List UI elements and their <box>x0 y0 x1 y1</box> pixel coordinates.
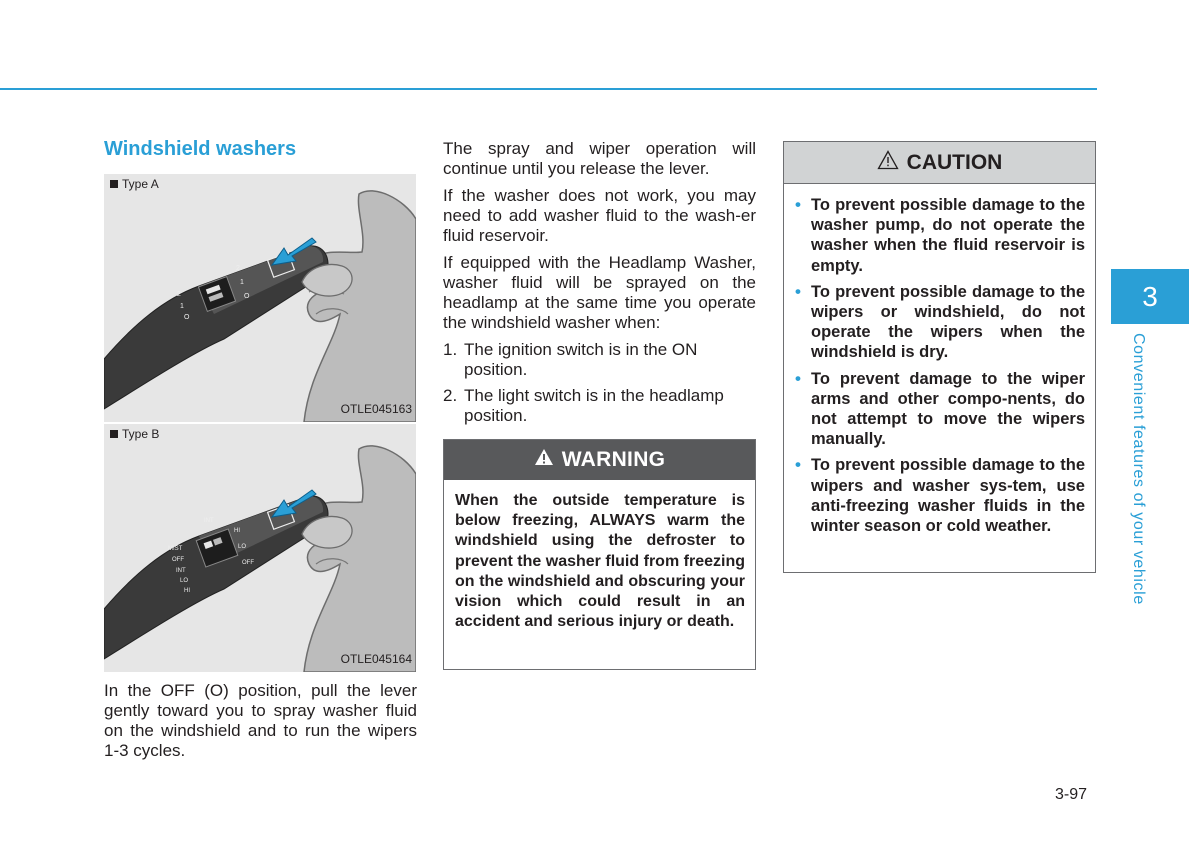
caution-triangle-icon <box>877 150 899 176</box>
chapter-tab: 3 <box>1111 269 1189 324</box>
svg-text:1: 1 <box>240 279 244 286</box>
figure-type-label: Type A <box>110 177 159 191</box>
svg-text:O: O <box>244 293 250 300</box>
svg-text:OFF: OFF <box>172 557 184 563</box>
caution-item: • To prevent damage to the wiper arms and other compo-nents, do not attempt to move the wipers manually. <box>795 368 1085 449</box>
svg-text:HI: HI <box>234 528 240 534</box>
svg-text:INT: INT <box>204 518 214 524</box>
wiper-lever-illustration-a <box>104 174 416 422</box>
list-item: 1. The ignition switch is in the ON position. <box>443 340 698 379</box>
svg-text:LO: LO <box>180 578 189 584</box>
caution-box <box>783 141 1096 573</box>
caution-title: CAUTION <box>906 150 1003 174</box>
svg-text:1: 1 <box>180 303 184 310</box>
page-number: 3-97 <box>1055 786 1088 803</box>
caution-list <box>784 184 1095 536</box>
svg-text:MIST: MIST <box>168 546 183 552</box>
middle-column <box>443 139 756 432</box>
top-rule <box>0 88 1097 90</box>
warning-box <box>443 439 756 670</box>
section-title: Windshield washers <box>104 138 297 160</box>
figure-type-b <box>104 424 416 672</box>
caution-header <box>784 142 1095 184</box>
svg-text:O: O <box>184 314 190 321</box>
figure-type-label: Type B <box>110 427 159 441</box>
caution-item: • To prevent possible damage to the wipers or windshield, do not operate the wipers when the windshield is dry. <box>795 281 1085 362</box>
list-item: 2. The light switch is in the headlamp position. <box>443 386 724 425</box>
svg-text:HI: HI <box>184 588 190 594</box>
warning-text: When the outside temperature is below freezing, ALWAYS warm the windshield using the defroster to prevent the washer fluid from freezing on the windshield and obscuring your vision which could result in an accident and serious injury or death. <box>455 492 745 631</box>
caution-item: • To prevent possible damage to the wipers and washer sys-tem, use anti-freezing washer fluids in the winter season or cold weather. <box>795 455 1085 536</box>
figure-type-a <box>104 174 416 422</box>
figure-code: OTLE045164 <box>340 652 412 666</box>
caution-item: • To prevent possible damage to the washer pump, do not operate the washer when the fluid reservoir is empty. <box>795 195 1085 275</box>
chapter-title: Convenient features of your vehicle <box>1130 333 1147 605</box>
svg-text:OFF: OFF <box>242 560 254 566</box>
warning-triangle-icon <box>534 448 554 472</box>
svg-text:2: 2 <box>177 291 181 298</box>
warning-title: WARNING <box>561 448 666 471</box>
svg-text:INT: INT <box>176 568 186 574</box>
paragraph: If the washer does not work, you may need to add washer fluid to the wash-er fluid reservoir. <box>443 186 756 245</box>
svg-text:2: 2 <box>236 265 240 272</box>
headlamp-washer-conditions-list <box>443 340 756 426</box>
warning-header <box>444 440 755 480</box>
paragraph: The spray and wiper operation will continue until you release the lever. <box>443 139 756 178</box>
paragraph: If equipped with the Headlamp Washer, washer fluid will be sprayed on the headlamp at the same time you operate the windshield washer when: <box>443 253 756 332</box>
wiper-lever-illustration-b <box>104 424 416 672</box>
washer-instruction-paragraph: In the OFF (O) position, pull the lever gently toward you to spray washer fluid on the windshield and to run the wipers 1-3 cycles. <box>104 681 417 760</box>
figure-code: OTLE045163 <box>340 402 412 416</box>
svg-text:LO: LO <box>238 544 247 550</box>
